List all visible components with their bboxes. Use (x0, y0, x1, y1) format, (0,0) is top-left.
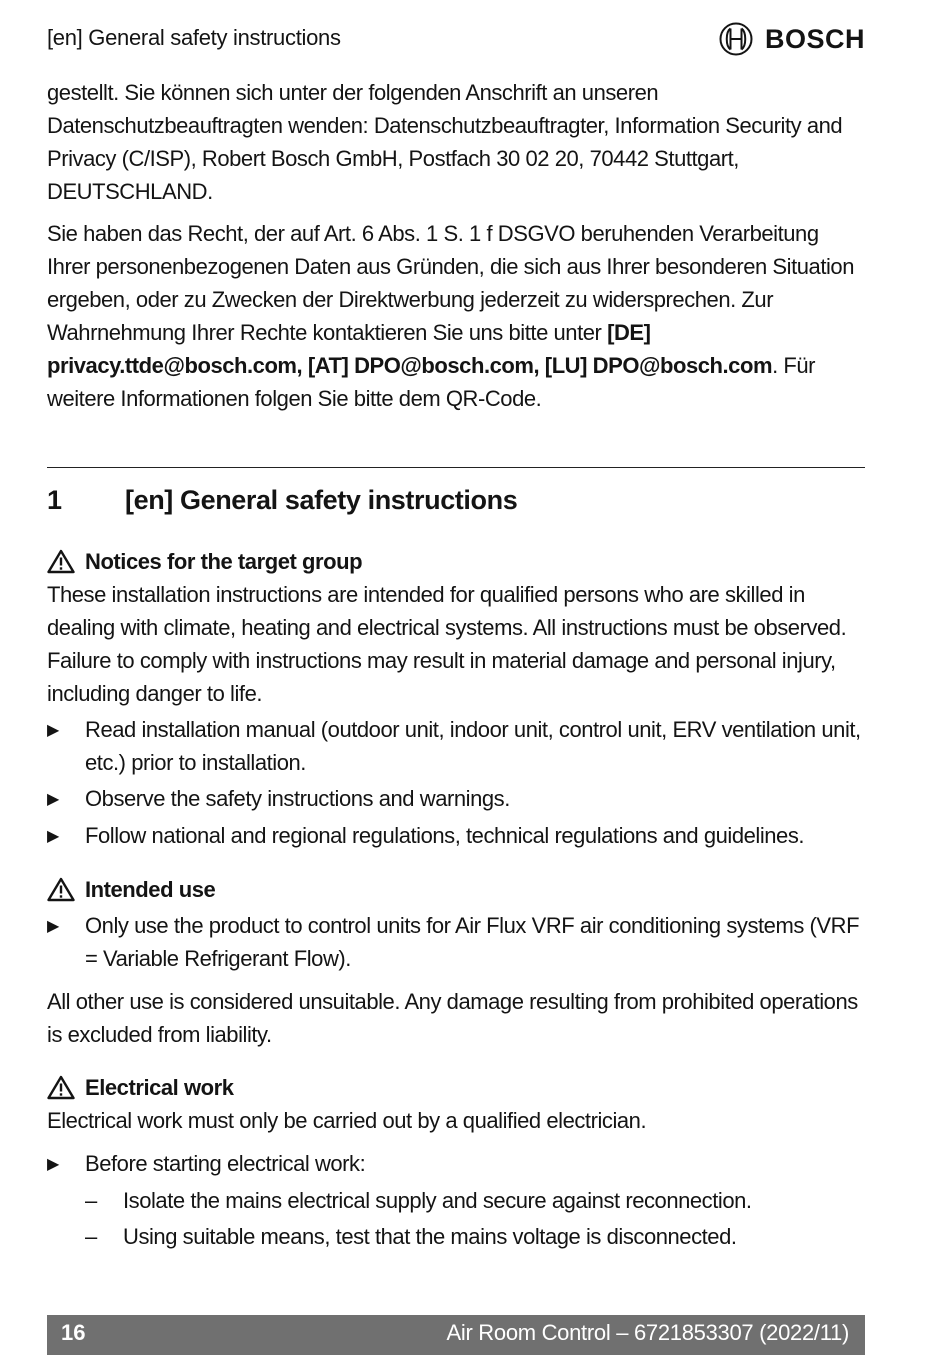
privacy-notice (47, 76, 865, 415)
arrow-right-icon: ▶ (47, 828, 59, 845)
privacy-paragraph-2 (47, 217, 865, 415)
arrow-right-icon: ▶ (47, 791, 59, 808)
sub-list-item (47, 1184, 865, 1217)
sub-list-item-text: Using suitable means, test that the mains voltage is disconnected. (123, 1224, 737, 1249)
list-item-text: Observe the safety instructions and warnings. (85, 786, 510, 811)
brand-name: BOSCH (764, 23, 865, 54)
electrical-work-text: Electrical work must only be carried out by a qualified electrician. (47, 1108, 647, 1133)
target-group-heading (47, 545, 865, 578)
sub-list-item (47, 1220, 865, 1253)
privacy-paragraph-2-text: Sie haben das Recht, der auf Art. 6 Abs. 1 S. 1 f DSGVO beruhenden Verarbeitung Ihrer personenbezogenen Daten aus Gründen, die sich aus Ihrer besonderen Situation ergeben, oder zu Zwecken der Direktwerbung jederzeit zu widersprechen. Zur Wahrnehmung Ihrer Rechte kontaktieren Sie uns bitte unter (47, 221, 854, 345)
electrical-work-heading-text: Electrical work (85, 1075, 234, 1100)
list-item (47, 1147, 865, 1181)
list-item (47, 713, 865, 779)
page-footer (47, 1315, 865, 1355)
warning-triangle-icon (47, 549, 75, 574)
intended-use-text: All other use is considered unsuitable. Any damage resulting from prohibited operations is excluded from liability. (47, 989, 858, 1047)
safety-content (47, 545, 865, 1253)
running-header (47, 22, 865, 56)
page-number: 16 (61, 1320, 86, 1345)
manual-page (47, 0, 865, 1365)
list-item-text: Follow national and regional regulations, technical regulations and guidelines. (85, 823, 805, 848)
list-item (47, 782, 865, 816)
list-item-text: Only use the product to control units for Air Flux VRF air conditioning systems (VRF = Variable Refrigerant Flow). (85, 913, 860, 971)
warning-triangle-icon (47, 877, 75, 902)
section-title: [en] General safety instructions (125, 485, 518, 515)
list-item (47, 819, 865, 853)
sub-list-item-text: Isolate the mains electrical supply and secure against reconnection. (123, 1188, 752, 1213)
target-group-heading-text: Notices for the target group (85, 549, 363, 574)
brand-logo (719, 22, 865, 56)
running-title: [en] General safety instructions (47, 25, 341, 50)
privacy-paragraph-1: gestellt. Sie können sich unter der folgenden Anschrift an unseren Datenschutzbeauftragten wenden: Datenschutzbeauftragter, Information Security and Privacy (C/ISP), Robert Bosch GmbH, Postfach 30 02 20, 70442 Stuttgart, DEUTSCHLAND. (47, 80, 843, 204)
target-group-text: These installation instructions are intended for qualified persons who are skilled in dealing with climate, heating and electrical systems. All instructions must be observed. Failure to comply with instructions may result in material damage and personal injury, including danger to life. (47, 582, 847, 706)
privacy-emails: [DE] privacy.ttde@bosch.com, [AT] DPO@bosch.com, [LU] DPO@bosch.com (47, 320, 773, 378)
arrow-right-icon: ▶ (47, 722, 59, 739)
electrical-work-heading (47, 1071, 865, 1104)
arrow-right-icon: ▶ (47, 1156, 59, 1173)
dash-marker: – (85, 1188, 97, 1213)
document-reference: Air Room Control – 6721853307 (2022/11) (446, 1320, 849, 1345)
section-heading (47, 485, 517, 516)
intended-use-heading (47, 873, 865, 906)
intended-use-heading-text: Intended use (85, 877, 216, 902)
section-divider (47, 467, 865, 468)
arrow-right-icon: ▶ (47, 918, 59, 935)
section-number: 1 (47, 485, 62, 515)
list-item (47, 909, 865, 975)
list-item-text: Read installation manual (outdoor unit, indoor unit, control unit, ERV ventilation unit, etc.) prior to installation. (85, 717, 861, 775)
privacy-paragraph-2-end: . Für weitere Informationen folgen Sie bitte dem QR-Code. (47, 353, 816, 411)
dash-marker: – (85, 1224, 97, 1249)
bosch-armature-logo-icon (719, 22, 753, 56)
warning-triangle-icon (47, 1075, 75, 1100)
list-item-text: Before starting electrical work: (85, 1151, 366, 1176)
